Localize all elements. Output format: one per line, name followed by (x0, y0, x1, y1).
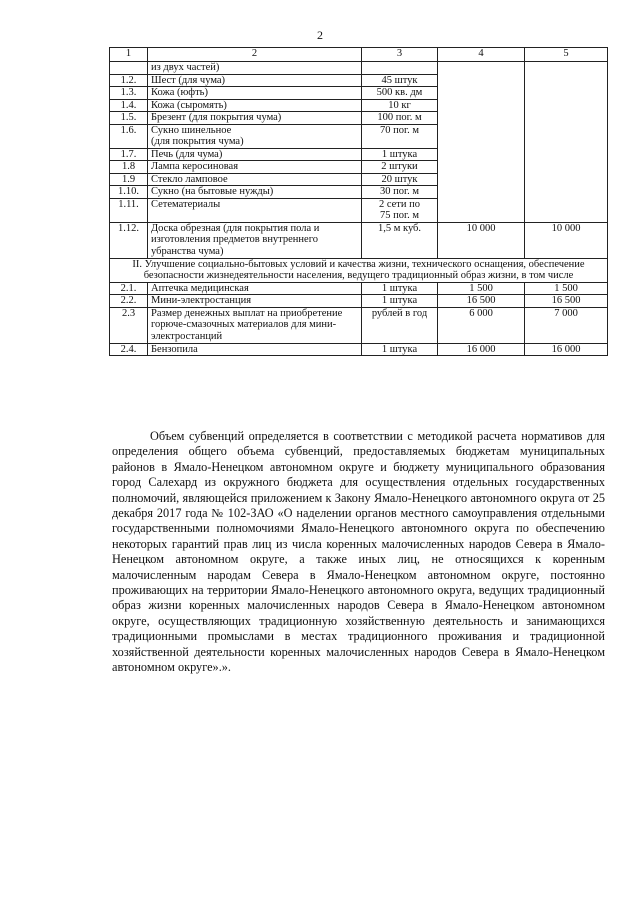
header-col-2: 2 (148, 48, 362, 62)
row-number: 2.4. (110, 343, 148, 356)
value-col-5: 7 000 (525, 307, 608, 343)
row-number: 1.7. (110, 148, 148, 161)
header-col-4: 4 (438, 48, 525, 62)
value-col-4: 10 000 (438, 222, 525, 258)
value-col-4: 16 000 (438, 343, 525, 356)
header-col-1: 1 (110, 48, 148, 62)
item-name: Доска обрезная (для покрытия пола и изготовления предметов внутреннего убранства чума) (148, 222, 362, 258)
item-name: Сукно (на бытовые нужды) (148, 186, 362, 199)
table-row (110, 222, 608, 258)
items-table (109, 47, 608, 356)
item-quantity: 1 штука (362, 148, 438, 161)
row-number: 2.1. (110, 282, 148, 295)
page-number: 2 (317, 28, 323, 42)
value-col-4: 16 500 (438, 295, 525, 308)
table-row (110, 282, 608, 295)
table-header-row (110, 48, 608, 62)
value-col-5: 10 000 (525, 222, 608, 258)
header-col-3: 3 (362, 48, 438, 62)
item-name: Сетематериалы (148, 198, 362, 222)
item-name: Шест (для чума) (148, 74, 362, 87)
table-row (110, 62, 608, 75)
value-col-5: 16 500 (525, 295, 608, 308)
item-quantity: 100 пог. м (362, 112, 438, 125)
value-col-5: 1 500 (525, 282, 608, 295)
row-number: 1.12. (110, 222, 148, 258)
value-col-4: 1 500 (438, 282, 525, 295)
value-col-4 (438, 62, 525, 223)
item-quantity: 30 пог. м (362, 186, 438, 199)
row-number: 1.6. (110, 124, 148, 148)
item-quantity: рублей в год (362, 307, 438, 343)
item-name: Размер денежных выплат на приобретение горюче-смазочных материалов для мини-электростанций (148, 307, 362, 343)
item-name: Лампа керосиновая (148, 161, 362, 174)
item-quantity: 2 штуки (362, 161, 438, 174)
header-col-5: 5 (525, 48, 608, 62)
item-name: из двух частей) (148, 62, 362, 75)
item-name: Аптечка медицинская (148, 282, 362, 295)
row-number (110, 62, 148, 75)
table-row (110, 295, 608, 308)
section-heading: II. Улучшение социально-бытовых условий и качества жизни, технического оснащения, обеспечение безопасности жизнедеятельности населения, ведущего традиционный образ жизни, в том числе (110, 258, 608, 282)
value-col-5 (525, 62, 608, 223)
item-quantity (362, 62, 438, 75)
item-name: Кожа (юфть) (148, 87, 362, 100)
row-number: 1.8 (110, 161, 148, 174)
table-row (110, 307, 608, 343)
item-quantity: 20 штук (362, 173, 438, 186)
row-number: 2.3 (110, 307, 148, 343)
body-text (112, 429, 605, 676)
value-col-5: 16 000 (525, 343, 608, 356)
item-quantity: 500 кв. дм (362, 87, 438, 100)
item-name: Стекло ламповое (148, 173, 362, 186)
item-name: Печь (для чума) (148, 148, 362, 161)
item-name: Брезент (для покрытия чума) (148, 112, 362, 125)
item-quantity: 70 пог. м (362, 124, 438, 148)
row-number: 1.9 (110, 173, 148, 186)
row-number: 1.10. (110, 186, 148, 199)
row-number: 1.2. (110, 74, 148, 87)
item-name: Мини-электростанция (148, 295, 362, 308)
body-paragraph: Объем субвенций определяется в соответствии с методикой расчета нормативов для определения общего объема субвенций, предоставляемых бюджетам муниципальных районов в Ямало-Ненецком автономном округе и бюджету муниципального образования город Салехард из окружного бюджета для осуществления отдельных государственных полномочий, являющейся приложением к Закону Ямало-Ненецкого автономного округа от 25 декабря 2017 года № 102-ЗАО «О наделении органов местного самоуправления отдельными государственными полномочиями Ямало-Ненецкого автономного округа по обеспечению некоторых гарантий прав лиц из числа коренных малочисленных народов Севера в Ямало-Ненецком автономном округе, а также иных лиц, не относящихся к коренным малочисленным народам Севера в Ямало-Ненецком автономном округе, постоянно проживающих на территории Ямало-Ненецкого автономного округа, ведущих традиционный образ жизни коренных малочисленных народов Севера в Ямало-Ненецком автономном округе, осуществляющих традиционную хозяйственную деятельность и занимающихся традиционными промыслами в местах традиционного проживания и традиционной хозяйственной деятельности коренных малочисленных народов Севера в Ямало-Ненецком автономном округе».». (112, 429, 605, 675)
value-col-4: 6 000 (438, 307, 525, 343)
item-quantity: 2 сети по 75 пог. м (362, 198, 438, 222)
row-number: 1.3. (110, 87, 148, 100)
row-number: 1.11. (110, 198, 148, 222)
item-name: Сукно шинельное (для покрытия чума) (148, 124, 362, 148)
item-name: Кожа (сыромять) (148, 99, 362, 112)
item-quantity: 1 штука (362, 282, 438, 295)
item-quantity: 1,5 м куб. (362, 222, 438, 258)
section-row (110, 258, 608, 282)
item-quantity: 1 штука (362, 343, 438, 356)
table-row (110, 343, 608, 356)
row-number: 1.4. (110, 99, 148, 112)
item-name: Бензопила (148, 343, 362, 356)
items-table-body (110, 48, 608, 356)
row-number: 2.2. (110, 295, 148, 308)
row-number: 1.5. (110, 112, 148, 125)
item-quantity: 10 кг (362, 99, 438, 112)
item-quantity: 45 штук (362, 74, 438, 87)
item-quantity: 1 штука (362, 295, 438, 308)
